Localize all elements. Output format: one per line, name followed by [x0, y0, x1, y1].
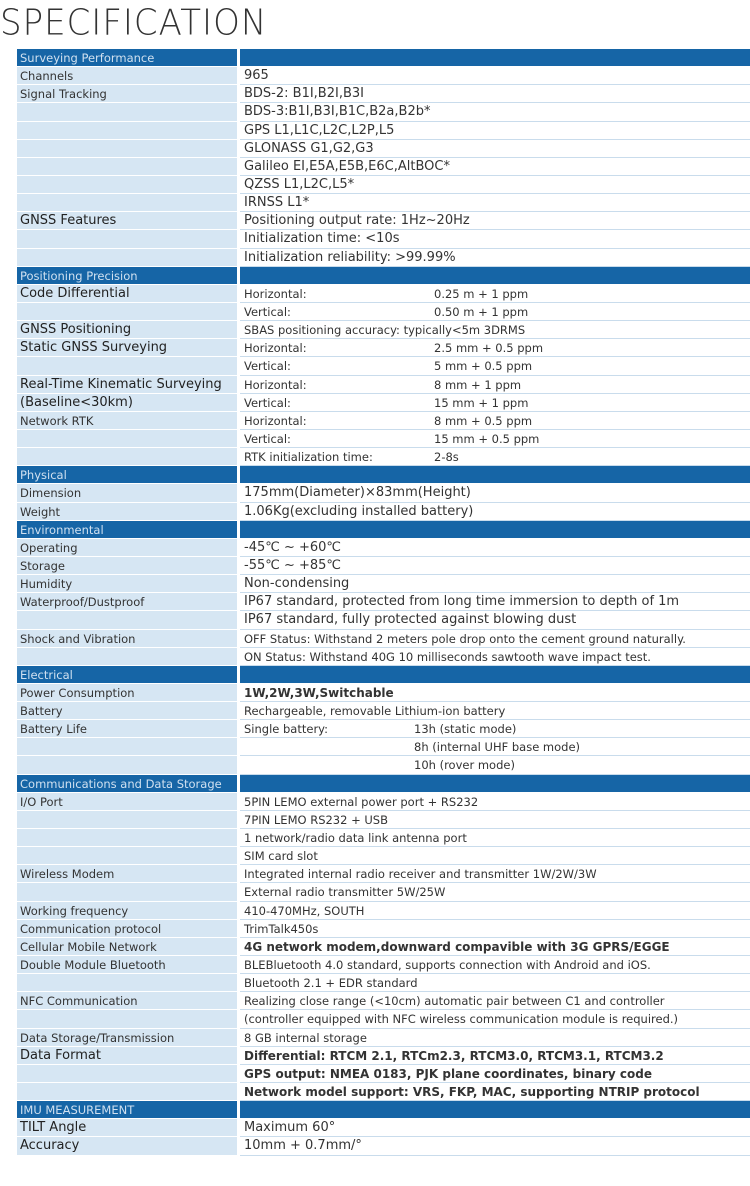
spec-row	[17, 902, 750, 920]
spec-row	[17, 811, 750, 829]
spec-label: Wireless Modem	[17, 865, 237, 883]
spec-measure: 8 mm + 1 ppm	[434, 377, 522, 392]
spec-value: (controller equipped with NFC wireless communication module is required.)	[240, 1010, 750, 1028]
spec-measure: 0.25 m + 1 ppm	[434, 286, 529, 301]
spec-label	[17, 974, 237, 992]
spec-label: Waterproof/Dustproof	[17, 593, 237, 611]
spec-value	[240, 1101, 750, 1119]
spec-value: GPS output: NMEA 0183, PJK plane coordinates, binary code	[240, 1065, 750, 1083]
spec-row	[17, 503, 750, 521]
spec-label	[17, 158, 237, 176]
spec-row	[17, 829, 750, 847]
spec-value: QZSS L1,L2C,L5*	[240, 176, 750, 194]
spec-row	[17, 339, 750, 357]
section-title: Electrical	[17, 666, 237, 684]
spec-value: 175mm(Diameter)×83mm(Height)	[240, 484, 750, 502]
spec-row	[17, 484, 750, 502]
spec-label	[17, 103, 237, 121]
spec-key: Vertical:	[244, 431, 291, 446]
spec-value	[240, 49, 750, 67]
spec-label: Weight	[17, 503, 237, 521]
spec-label: Shock and Vibration	[17, 630, 237, 648]
spec-measure: 13h (static mode)	[414, 722, 517, 737]
spec-key: Horizontal:	[244, 413, 307, 428]
spec-label: Static GNSS Surveying	[17, 339, 237, 357]
section-header	[17, 1101, 750, 1119]
spec-row	[17, 956, 750, 974]
spec-row	[17, 630, 750, 648]
spec-value: -45℃ ~ +60℃	[240, 539, 750, 557]
spec-label	[17, 430, 237, 448]
spec-row	[17, 230, 750, 248]
spec-label: Signal Tracking	[17, 85, 237, 103]
spec-label	[17, 1010, 237, 1028]
spec-key: Vertical:	[244, 359, 291, 374]
spec-row	[17, 1119, 750, 1137]
spec-row	[17, 412, 750, 430]
spec-value: 1W,2W,3W,Switchable	[240, 684, 750, 702]
spec-value: Rechargeable, removable Lithium-ion battery	[240, 702, 750, 720]
spec-key: Vertical:	[244, 395, 291, 410]
spec-value	[240, 376, 750, 394]
spec-row	[17, 85, 750, 103]
spec-row	[17, 1029, 750, 1047]
section-header	[17, 49, 750, 67]
spec-value: BLEBluetooth 4.0 standard, supports connection with Android and iOS.	[240, 956, 750, 974]
spec-row	[17, 67, 750, 85]
spec-measure: 15 mm + 0.5 ppm	[434, 431, 540, 446]
spec-row	[17, 575, 750, 593]
spec-key: Horizontal:	[244, 341, 307, 356]
spec-row	[17, 212, 750, 230]
spec-row	[17, 448, 750, 466]
spec-value: Integrated internal radio receiver and transmitter 1W/2W/3W	[240, 865, 750, 883]
spec-measure: 0.50 m + 1 ppm	[434, 304, 529, 319]
spec-value: Differential: RTCM 2.1, RTCm2.3, RTCM3.0, RTCM3.1, RTCM3.2	[240, 1047, 750, 1065]
spec-value: GPS L1,L1C,L2C,L2P,L5	[240, 122, 750, 140]
spec-label: Power Consumption	[17, 684, 237, 702]
spec-row	[17, 611, 750, 629]
spec-value: BDS-2: B1I,B2I,B3I	[240, 85, 750, 103]
spec-label: Communication protocol	[17, 920, 237, 938]
spec-value	[240, 430, 750, 448]
spec-row	[17, 702, 750, 720]
spec-measure: 2.5 mm + 0.5 ppm	[434, 341, 544, 356]
spec-label: Data Format	[17, 1047, 237, 1065]
spec-value	[240, 285, 750, 303]
spec-row	[17, 684, 750, 702]
spec-label: Humidity	[17, 575, 237, 593]
spec-label	[17, 829, 237, 847]
spec-row	[17, 394, 750, 412]
spec-label: (Baseline<30km)	[17, 394, 237, 412]
spec-value: Non-condensing	[240, 575, 750, 593]
section-header	[17, 666, 750, 684]
spec-measure: 8h (internal UHF base mode)	[414, 740, 581, 755]
spec-label	[17, 230, 237, 248]
spec-label: Battery Life	[17, 720, 237, 738]
section-title: Physical	[17, 466, 237, 484]
spec-row	[17, 103, 750, 121]
spec-row	[17, 249, 750, 267]
spec-value	[240, 738, 750, 756]
spec-value	[240, 339, 750, 357]
spec-row	[17, 1083, 750, 1101]
section-title: Environmental	[17, 521, 237, 539]
spec-row	[17, 194, 750, 212]
spec-label	[17, 648, 237, 666]
spec-value: Initialization time: <10s	[240, 230, 750, 248]
spec-value: Network model support: VRS, FKP, MAC, supporting NTRIP protocol	[240, 1083, 750, 1101]
spec-row	[17, 321, 750, 339]
spec-value: ON Status: Withstand 40G 10 milliseconds sawtooth wave impact test.	[240, 648, 750, 666]
spec-key: Single battery:	[244, 722, 329, 737]
spec-label: I/O Port	[17, 793, 237, 811]
spec-row	[17, 303, 750, 321]
spec-value: OFF Status: Withstand 2 meters pole drop onto the cement ground naturally.	[240, 630, 750, 648]
spec-key: Horizontal:	[244, 286, 307, 301]
spec-row	[17, 539, 750, 557]
section-header	[17, 466, 750, 484]
spec-label: Battery	[17, 702, 237, 720]
spec-row	[17, 974, 750, 992]
spec-label	[17, 738, 237, 756]
spec-measure: 5 mm + 0.5 ppm	[434, 359, 533, 374]
spec-value: 7PIN LEMO RS232 + USB	[240, 811, 750, 829]
spec-value	[240, 466, 750, 484]
spec-label: Data Storage/Transmission	[17, 1029, 237, 1047]
spec-label	[17, 883, 237, 901]
spec-label	[17, 448, 237, 466]
spec-row	[17, 122, 750, 140]
spec-row	[17, 1137, 750, 1155]
spec-value	[240, 394, 750, 412]
spec-value: 1.06Kg(excluding installed battery)	[240, 503, 750, 521]
spec-label: Dimension	[17, 484, 237, 502]
spec-row	[17, 1047, 750, 1065]
spec-value: Bluetooth 2.1 + EDR standard	[240, 974, 750, 992]
spec-value	[240, 357, 750, 375]
spec-value	[240, 412, 750, 430]
spec-label	[17, 1083, 237, 1101]
section-header	[17, 775, 750, 793]
spec-value	[240, 666, 750, 684]
spec-value: Galileo EI,E5A,E5B,E6C,AltBOC*	[240, 158, 750, 176]
spec-row	[17, 285, 750, 303]
spec-label	[17, 811, 237, 829]
spec-value	[240, 720, 750, 738]
spec-value: Maximum 60°	[240, 1119, 750, 1137]
spec-label: GNSS Features	[17, 212, 237, 230]
spec-row	[17, 883, 750, 901]
section-header	[17, 267, 750, 285]
spec-label: Double Module Bluetooth	[17, 956, 237, 974]
spec-label	[17, 303, 237, 321]
spec-row	[17, 140, 750, 158]
spec-value: 410-470MHz, SOUTH	[240, 902, 750, 920]
section-title: IMU MEASUREMENT	[17, 1101, 237, 1119]
spec-label	[17, 140, 237, 158]
spec-value: External radio transmitter 5W/25W	[240, 883, 750, 901]
spec-value	[240, 303, 750, 321]
spec-label	[17, 1065, 237, 1083]
spec-value	[240, 267, 750, 285]
spec-row	[17, 176, 750, 194]
spec-row	[17, 793, 750, 811]
spec-value: IRNSS L1*	[240, 194, 750, 212]
spec-label: Code Differential	[17, 285, 237, 303]
spec-key: Horizontal:	[244, 377, 307, 392]
spec-label	[17, 756, 237, 774]
spec-measure: 8 mm + 0.5 ppm	[434, 413, 533, 428]
spec-measure: 2-8s	[434, 450, 459, 465]
specification-table	[17, 49, 750, 1156]
spec-row	[17, 648, 750, 666]
spec-row	[17, 992, 750, 1010]
spec-value: Positioning output rate: 1Hz~20Hz	[240, 212, 750, 230]
spec-row	[17, 557, 750, 575]
spec-label	[17, 194, 237, 212]
spec-value	[240, 775, 750, 793]
spec-value: GLONASS G1,G2,G3	[240, 140, 750, 158]
spec-label: NFC Communication	[17, 992, 237, 1010]
section-title: Surveying Performance	[17, 49, 237, 67]
spec-value: 5PIN LEMO external power port + RS232	[240, 793, 750, 811]
spec-row	[17, 920, 750, 938]
spec-measure: 15 mm + 1 ppm	[434, 395, 529, 410]
spec-value: IP67 standard, fully protected against blowing dust	[240, 611, 750, 629]
spec-label: TILT Angle	[17, 1119, 237, 1137]
spec-value: -55℃ ~ +85℃	[240, 557, 750, 575]
spec-label: Cellular Mobile Network	[17, 938, 237, 956]
spec-value: BDS-3:B1I,B3I,B1C,B2a,B2b*	[240, 103, 750, 121]
spec-label	[17, 122, 237, 140]
spec-value	[240, 756, 750, 774]
spec-label: Operating	[17, 539, 237, 557]
spec-row	[17, 1065, 750, 1083]
spec-value: Initialization reliability: >99.99%	[240, 249, 750, 267]
spec-label: Accuracy	[17, 1137, 237, 1155]
spec-row	[17, 756, 750, 774]
spec-row	[17, 938, 750, 956]
spec-key: Vertical:	[244, 304, 291, 319]
spec-row	[17, 158, 750, 176]
spec-label	[17, 176, 237, 194]
spec-value: SBAS positioning accuracy: typically<5m 3DRMS	[240, 321, 750, 339]
spec-value: 1 network/radio data link antenna port	[240, 829, 750, 847]
section-title: Positioning Precision	[17, 267, 237, 285]
spec-label	[17, 611, 237, 629]
spec-label: Channels	[17, 67, 237, 85]
section-header	[17, 521, 750, 539]
spec-label	[17, 249, 237, 267]
spec-label: Real-Time Kinematic Surveying	[17, 376, 237, 394]
spec-row	[17, 430, 750, 448]
page-title: SPECIFICATION	[0, 2, 268, 45]
spec-row	[17, 720, 750, 738]
spec-value	[240, 448, 750, 466]
spec-label: Network RTK	[17, 412, 237, 430]
spec-label: Working frequency	[17, 902, 237, 920]
spec-value	[240, 521, 750, 539]
spec-value: TrimTalk450s	[240, 920, 750, 938]
spec-value: SIM card slot	[240, 847, 750, 865]
spec-label: GNSS Positioning	[17, 321, 237, 339]
spec-value: Realizing close range (<10cm) automatic pair between C1 and controller	[240, 992, 750, 1010]
spec-value: 965	[240, 67, 750, 85]
spec-row	[17, 847, 750, 865]
spec-value: IP67 standard, protected from long time immersion to depth of 1m	[240, 593, 750, 611]
section-title: Communications and Data Storage	[17, 775, 237, 793]
spec-row	[17, 593, 750, 611]
spec-value: 10mm + 0.7mm/°	[240, 1137, 750, 1155]
spec-value: 4G network modem,downward compavible with 3G GPRS/EGGE	[240, 938, 750, 956]
spec-row	[17, 738, 750, 756]
spec-row	[17, 1010, 750, 1028]
spec-row	[17, 357, 750, 375]
spec-measure: 10h (rover mode)	[414, 758, 515, 773]
spec-row	[17, 865, 750, 883]
spec-label	[17, 357, 237, 375]
spec-label: Storage	[17, 557, 237, 575]
spec-label	[17, 847, 237, 865]
spec-key: RTK initialization time:	[244, 450, 373, 465]
spec-value: 8 GB internal storage	[240, 1029, 750, 1047]
spec-row	[17, 376, 750, 394]
